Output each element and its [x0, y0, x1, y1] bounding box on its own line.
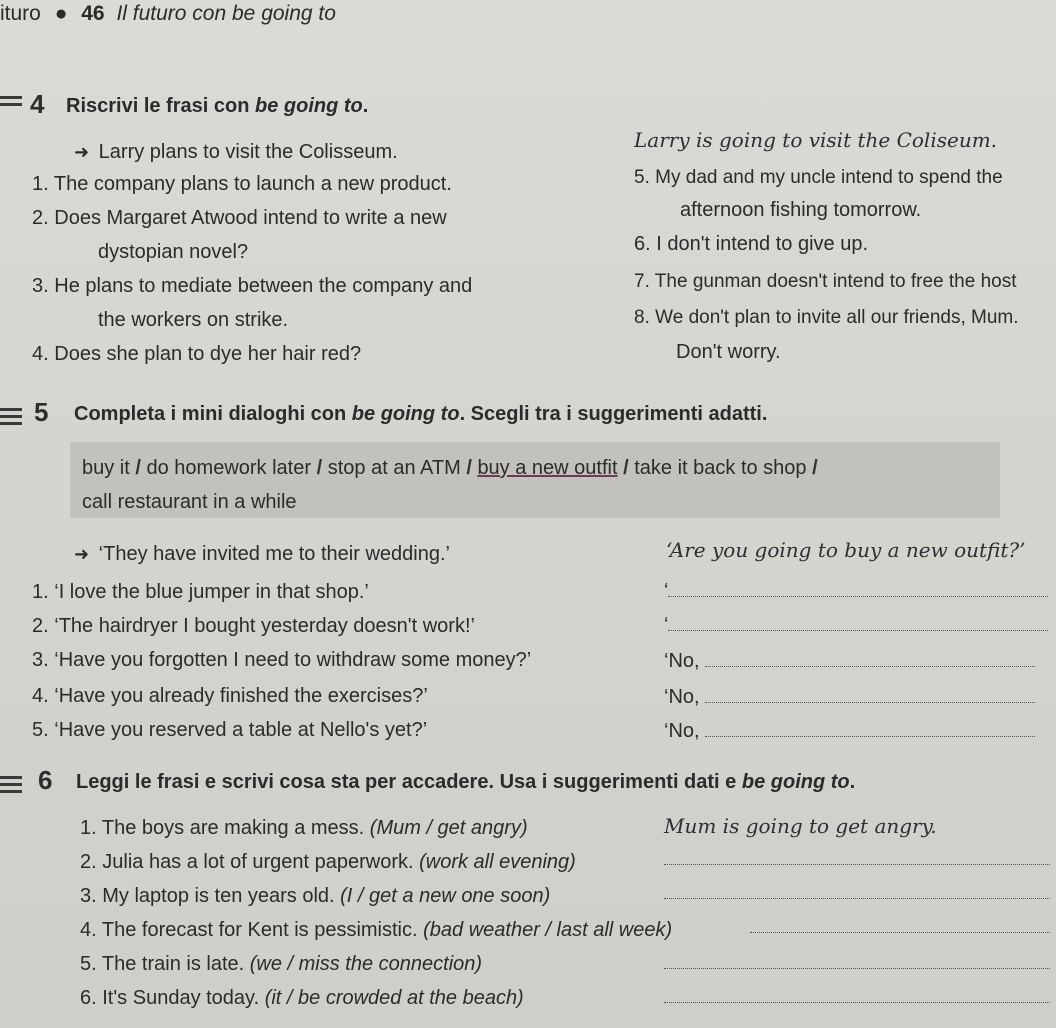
- exercise-level-icon: [0, 776, 22, 797]
- ex5-answer-3[interactable]: ‘No,: [664, 648, 1035, 673]
- ex4-item-1: 1. The company plans to launch a new product.: [32, 173, 452, 195]
- exercise-4-number: 4: [30, 89, 45, 119]
- ex5-example-answer: ‘Are you going to buy a new outfit?’: [666, 538, 1026, 562]
- ex4-item-2-cont: dystopian novel?: [98, 241, 249, 263]
- ex6-answer-5[interactable]: [664, 950, 1050, 975]
- ex4-item-2: 2. Does Margaret Atwood intend to write a new: [32, 207, 447, 229]
- ex5-item-4: 4. ‘Have you already finished the exercises?’: [32, 685, 428, 707]
- ex5-item-3: 3. ‘Have you forgotten I need to withdraw some money?’: [32, 649, 532, 671]
- ex6-answer-4[interactable]: [750, 914, 1050, 939]
- ex5-answer-1[interactable]: ‘: [664, 578, 1048, 603]
- ex4-item-6: 6. I don't intend to give up.: [634, 233, 868, 255]
- ex4-item-5: 5. My dad and my uncle intend to spend the: [634, 167, 1003, 188]
- suggestion-line-1: buy it / do homework later / stop at an ATM / buy a new outfit / take it back to shop /: [82, 457, 818, 479]
- ex6-item-2: 2. Julia has a lot of urgent paperwork. (work all evening): [80, 851, 576, 873]
- ex5-example-prompt: ➜ ‘They have invited me to their wedding.’: [74, 543, 450, 565]
- exercise-level-icon: [0, 408, 22, 429]
- header-section: ituro: [0, 2, 41, 25]
- suggestion: buy a new outfit: [477, 457, 618, 479]
- arrow-right-icon: ➜: [74, 142, 90, 162]
- page-title: Il futuro con be going to: [116, 2, 336, 25]
- exercise-5-number: 5: [34, 397, 49, 427]
- ex4-item-3-cont: the workers on strike.: [98, 309, 289, 331]
- exercise-6-number: 6: [38, 765, 53, 795]
- running-header: [0, 2, 336, 26]
- ex4-item-8-cont: Don't worry.: [676, 341, 781, 363]
- suggestion: do homework later: [146, 457, 312, 479]
- exercise-level-icon: [0, 96, 22, 110]
- ex4-item-5-cont: afternoon fishing tomorrow.: [680, 199, 922, 221]
- page-number: 46: [81, 2, 105, 25]
- exercise-4-instruction: Riscrivi le frasi con be going to.: [66, 95, 369, 117]
- ex5-answer-2[interactable]: ‘: [664, 612, 1048, 637]
- suggestion: buy it: [82, 457, 130, 479]
- exercise-6-instruction: Leggi le frasi e scrivi cosa sta per accadere. Usa i suggerimenti dati e be going to.: [76, 771, 856, 793]
- ex5-item-5: 5. ‘Have you reserved a table at Nello's yet?’: [32, 719, 428, 741]
- bullet-icon: ●: [54, 2, 68, 25]
- ex4-example-prompt: ➜ Larry plans to visit the Colisseum.: [74, 141, 398, 163]
- suggestion: call restaurant in a while: [82, 491, 297, 513]
- ex5-answer-4[interactable]: ‘No,: [664, 684, 1035, 709]
- ex6-answer-6[interactable]: [664, 984, 1050, 1009]
- ex6-item-4: 4. The forecast for Kent is pessimistic. (bad weather / last all week): [80, 919, 673, 941]
- ex6-item-6: 6. It's Sunday today. (it / be crowded at the beach): [80, 987, 524, 1009]
- arrow-right-icon: ➜: [74, 544, 90, 564]
- exercise-5-instruction: Completa i mini dialoghi con be going to. Scegli tra i suggerimenti adatti.: [74, 403, 768, 425]
- ex6-answer-3[interactable]: [664, 880, 1050, 905]
- ex4-example-answer: Larry is going to visit the Coliseum.: [634, 128, 998, 152]
- ex5-answer-5[interactable]: ‘No,: [664, 718, 1035, 743]
- ex4-item-4: 4. Does she plan to dye her hair red?: [32, 343, 362, 365]
- suggestion-line-2: [82, 490, 297, 514]
- ex4-item-7: 7. The gunman doesn't intend to free the host: [634, 271, 1017, 292]
- ex5-item-1: 1. ‘I love the blue jumper in that shop.’: [32, 581, 369, 603]
- ex6-item-5: 5. The train is late. (we / miss the connection): [80, 953, 483, 975]
- ex5-item-2: 2. ‘The hairdryer I bought yesterday doesn't work!’: [32, 615, 475, 637]
- ex6-item-1: 1. The boys are making a mess. (Mum / get angry): [80, 817, 528, 839]
- suggestion: stop at an ATM: [327, 457, 461, 479]
- ex6-answer-2[interactable]: [664, 846, 1050, 871]
- suggestion: take it back to shop: [634, 457, 807, 479]
- ex4-item-3: 3. He plans to mediate between the company and: [32, 275, 473, 297]
- ex6-answer-1: Mum is going to get angry.: [664, 814, 937, 838]
- ex6-item-3: 3. My laptop is ten years old. (I / get a new one soon): [80, 885, 551, 907]
- ex4-item-8: 8. We don't plan to invite all our friends, Mum.: [634, 307, 1019, 328]
